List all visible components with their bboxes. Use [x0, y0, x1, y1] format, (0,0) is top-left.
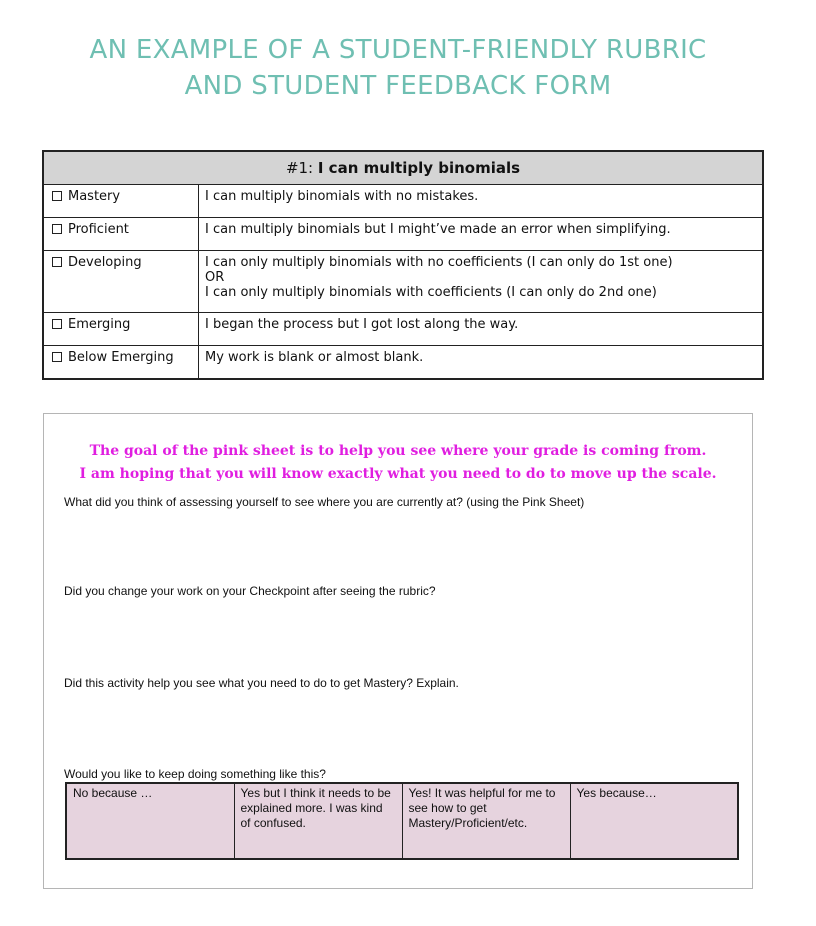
description-line: I can only multiply binomials with coefficients (I can only do 2nd one) [205, 285, 657, 300]
answer-options-table [65, 782, 739, 860]
rubric-header-goal: I can multiply binomials [317, 159, 521, 177]
rubric-row [43, 346, 763, 380]
question-self-assessment: What did you think of assessing yourself to see where you are currently at? (using the Pink Sheet) [64, 495, 585, 509]
checkbox-mastery[interactable] [52, 191, 62, 201]
rubric-header-row [43, 151, 763, 185]
level-label: Below Emerging [68, 350, 174, 365]
rubric-header [43, 151, 763, 185]
goal-line-2: I am hoping that you will know exactly what you need to do to move up the scale. [79, 466, 717, 482]
answer-options-row [66, 783, 738, 859]
feedback-form [43, 413, 753, 889]
question-keep-doing: Would you like to keep doing something like this? [64, 767, 326, 781]
document-title [0, 32, 796, 104]
rubric-level-cell [43, 218, 199, 251]
goal-statement [44, 440, 752, 486]
description-line: OR [205, 270, 225, 285]
rubric-table [42, 150, 764, 380]
rubric-header-number: #1: [285, 159, 318, 177]
level-description [199, 251, 764, 313]
level-description: I began the process but I got lost along the way. [199, 313, 764, 346]
rubric-row [43, 218, 763, 251]
option-yes-explain-more[interactable]: Yes but I think it needs to be explained more. I was kind of confused. [234, 783, 402, 859]
level-label: Proficient [68, 222, 129, 237]
checkbox-proficient[interactable] [52, 224, 62, 234]
rubric-level-cell [43, 313, 199, 346]
goal-line-1: The goal of the pink sheet is to help you see where your grade is coming from. [89, 443, 707, 459]
description-line: I can only multiply binomials with no coefficients (I can only do 1st one) [205, 255, 673, 270]
question-mastery-help: Did this activity help you see what you need to do to get Mastery? Explain. [64, 676, 459, 690]
rubric-level-cell [43, 346, 199, 380]
option-no-because[interactable]: No because … [66, 783, 234, 859]
level-description: My work is blank or almost blank. [199, 346, 764, 380]
rubric-row [43, 313, 763, 346]
checkbox-below-emerging[interactable] [52, 352, 62, 362]
title-line-1: AN EXAMPLE OF A STUDENT-FRIENDLY RUBRIC [89, 35, 707, 65]
option-yes-because[interactable]: Yes because… [570, 783, 738, 859]
level-description: I can multiply binomials with no mistakes. [199, 185, 764, 218]
rubric-row [43, 251, 763, 313]
level-label: Developing [68, 255, 142, 270]
checkbox-emerging[interactable] [52, 319, 62, 329]
rubric-level-cell [43, 251, 199, 313]
rubric-level-cell [43, 185, 199, 218]
checkbox-developing[interactable] [52, 257, 62, 267]
question-changed-work: Did you change your work on your Checkpoint after seeing the rubric? [64, 584, 436, 598]
level-description: I can multiply binomials but I might’ve made an error when simplifying. [199, 218, 764, 251]
rubric-row [43, 185, 763, 218]
level-label: Mastery [68, 189, 121, 204]
title-line-2: AND STUDENT FEEDBACK FORM [184, 71, 612, 101]
level-label: Emerging [68, 317, 131, 332]
option-yes-helpful[interactable]: Yes! It was helpful for me to see how to get Mastery/Proficient/etc. [402, 783, 570, 859]
